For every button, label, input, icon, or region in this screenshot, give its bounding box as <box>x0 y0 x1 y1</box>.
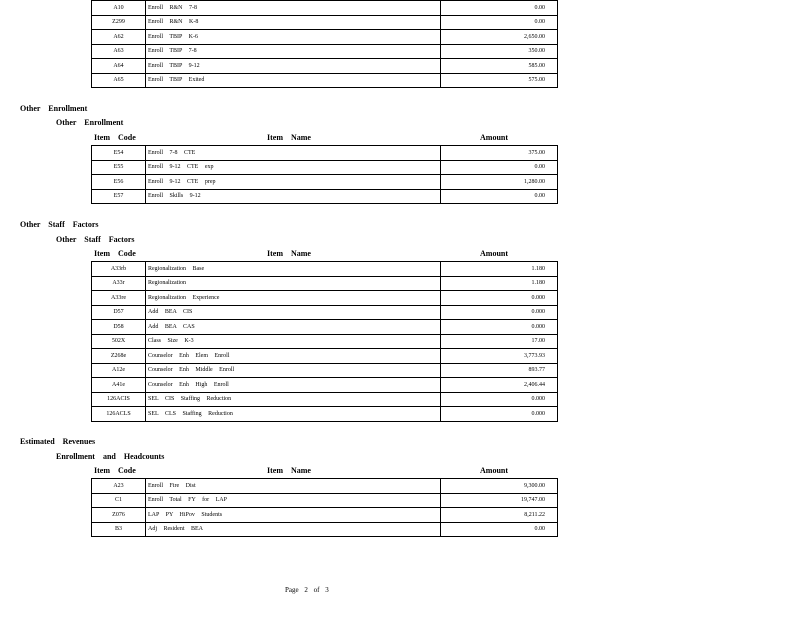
amount-cell: 893.77 <box>441 363 558 378</box>
item-code-cell: 502X <box>92 334 146 349</box>
amount-cell: 0.00 <box>441 160 558 175</box>
item-name-cell: Regionalization Experience <box>146 291 441 306</box>
amount-cell: 1,280.00 <box>441 175 558 190</box>
item-code-cell: C1 <box>92 493 146 508</box>
item-name-cell: Enroll Skills 9-12 <box>146 189 441 204</box>
item-code-cell: B3 <box>92 522 146 537</box>
item-name-cell: Enroll 9-12 CTE exp <box>146 160 441 175</box>
page-number: Page 2 of 3 <box>285 586 329 594</box>
header-amount: Amount <box>480 249 509 258</box>
item-code-cell: D58 <box>92 320 146 335</box>
amount-cell: 575.00 <box>441 73 558 88</box>
table-row <box>92 15 558 30</box>
table-row <box>92 1 558 16</box>
table-row <box>92 392 558 407</box>
table-row <box>92 276 558 291</box>
amount-cell: 17.00 <box>441 334 558 349</box>
item-code-cell: E55 <box>92 160 146 175</box>
header-item-name: Item Name <box>267 249 311 258</box>
item-name-cell: Add BEA CIS <box>146 305 441 320</box>
table-row <box>92 407 558 422</box>
item-code-cell: E54 <box>92 146 146 161</box>
amount-cell: 585.00 <box>441 59 558 74</box>
estimated-revenues-table <box>91 478 558 537</box>
item-code-cell: A23 <box>92 479 146 494</box>
header-item-code: Item Code <box>94 133 136 142</box>
header-item-name: Item Name <box>267 133 311 142</box>
amount-cell: 1.180 <box>441 262 558 277</box>
item-code-cell: A33rb <box>92 262 146 277</box>
item-name-cell: Counselor Enh Elem Enroll <box>146 349 441 364</box>
item-code-cell: A62 <box>92 30 146 45</box>
other-staff-table <box>91 261 558 422</box>
subsection-title-enrollment-headcounts: Enrollment and Headcounts <box>56 452 165 461</box>
table-row <box>92 73 558 88</box>
amount-cell: 2,406.44 <box>441 378 558 393</box>
amount-cell: 2,650.00 <box>441 30 558 45</box>
other-enrollment-table <box>91 145 558 204</box>
amount-cell: 350.00 <box>441 44 558 59</box>
item-code-cell: E56 <box>92 175 146 190</box>
item-code-cell: A33re <box>92 291 146 306</box>
item-code-cell: 126ACLS <box>92 407 146 422</box>
section-title-estimated-revenues: Estimated Revenues <box>20 437 96 446</box>
table-row <box>92 522 558 537</box>
item-name-cell: Enroll TBIP 9-12 <box>146 59 441 74</box>
section-title-other-enrollment: Other Enrollment <box>20 104 88 113</box>
item-name-cell: Regionalization Base <box>146 262 441 277</box>
item-name-cell: Adj Resident BEA <box>146 522 441 537</box>
table-row <box>92 320 558 335</box>
table-row <box>92 59 558 74</box>
item-name-cell: Counselor Enh Middle Enroll <box>146 363 441 378</box>
table-row <box>92 349 558 364</box>
item-name-cell: LAP PY HiPov Students <box>146 508 441 523</box>
table-row <box>92 146 558 161</box>
subsection-title-other-enrollment: Other Enrollment <box>56 118 124 127</box>
item-code-cell: Z299 <box>92 15 146 30</box>
item-name-cell: Add BEA CAS <box>146 320 441 335</box>
table-row <box>92 334 558 349</box>
item-code-cell: E57 <box>92 189 146 204</box>
amount-cell: 0.00 <box>441 522 558 537</box>
item-code-cell: A33r <box>92 276 146 291</box>
top-table <box>91 0 558 88</box>
section-title-other-staff: Other Staff Factors <box>20 220 99 229</box>
amount-cell: 0.00 <box>441 1 558 16</box>
amount-cell: 1.180 <box>441 276 558 291</box>
amount-cell: 3,773.93 <box>441 349 558 364</box>
header-item-name: Item Name <box>267 466 311 475</box>
item-name-cell: Regionalization <box>146 276 441 291</box>
amount-cell: 0.000 <box>441 291 558 306</box>
header-amount: Amount <box>480 133 509 142</box>
table-row <box>92 363 558 378</box>
table-row <box>92 291 558 306</box>
item-name-cell: Counselor Enh High Enroll <box>146 378 441 393</box>
item-name-cell: Class Size K-3 <box>146 334 441 349</box>
table-row <box>92 305 558 320</box>
item-code-cell: Z076 <box>92 508 146 523</box>
item-name-cell: Enroll R&N 7-8 <box>146 1 441 16</box>
table-row <box>92 160 558 175</box>
item-name-cell: Enroll Total FY for LAP <box>146 493 441 508</box>
table-row <box>92 30 558 45</box>
table-row <box>92 493 558 508</box>
item-name-cell: Enroll TBIP K-6 <box>146 30 441 45</box>
item-code-cell: A65 <box>92 73 146 88</box>
amount-cell: 375.00 <box>441 146 558 161</box>
item-name-cell: SEL CIS Staffing Reduction <box>146 392 441 407</box>
amount-cell: 19,747.00 <box>441 493 558 508</box>
header-item-code: Item Code <box>94 249 136 258</box>
item-name-cell: Enroll Fire Dist <box>146 479 441 494</box>
header-amount: Amount <box>480 466 509 475</box>
header-item-code: Item Code <box>94 466 136 475</box>
subsection-title-other-staff: Other Staff Factors <box>56 235 135 244</box>
amount-cell: 0.000 <box>441 407 558 422</box>
item-name-cell: Enroll 7-8 CTE <box>146 146 441 161</box>
table-row <box>92 175 558 190</box>
amount-cell: 8,211.22 <box>441 508 558 523</box>
amount-cell: 0.00 <box>441 15 558 30</box>
table-row <box>92 262 558 277</box>
item-code-cell: D57 <box>92 305 146 320</box>
amount-cell: 9,300.00 <box>441 479 558 494</box>
item-code-cell: A12e <box>92 363 146 378</box>
item-code-cell: A41e <box>92 378 146 393</box>
item-name-cell: Enroll TBIP Exited <box>146 73 441 88</box>
amount-cell: 0.000 <box>441 305 558 320</box>
amount-cell: 0.000 <box>441 320 558 335</box>
item-code-cell: A10 <box>92 1 146 16</box>
amount-cell: 0.00 <box>441 189 558 204</box>
item-code-cell: Z268e <box>92 349 146 364</box>
item-name-cell: Enroll R&N K-8 <box>146 15 441 30</box>
item-name-cell: SEL CLS Staffing Reduction <box>146 407 441 422</box>
item-name-cell: Enroll TBIP 7-8 <box>146 44 441 59</box>
table-row <box>92 44 558 59</box>
table-row <box>92 189 558 204</box>
item-code-cell: 126ACIS <box>92 392 146 407</box>
table-row <box>92 479 558 494</box>
table-row <box>92 508 558 523</box>
item-name-cell: Enroll 9-12 CTE prep <box>146 175 441 190</box>
amount-cell: 0.000 <box>441 392 558 407</box>
item-code-cell: A63 <box>92 44 146 59</box>
item-code-cell: A64 <box>92 59 146 74</box>
table-row <box>92 378 558 393</box>
